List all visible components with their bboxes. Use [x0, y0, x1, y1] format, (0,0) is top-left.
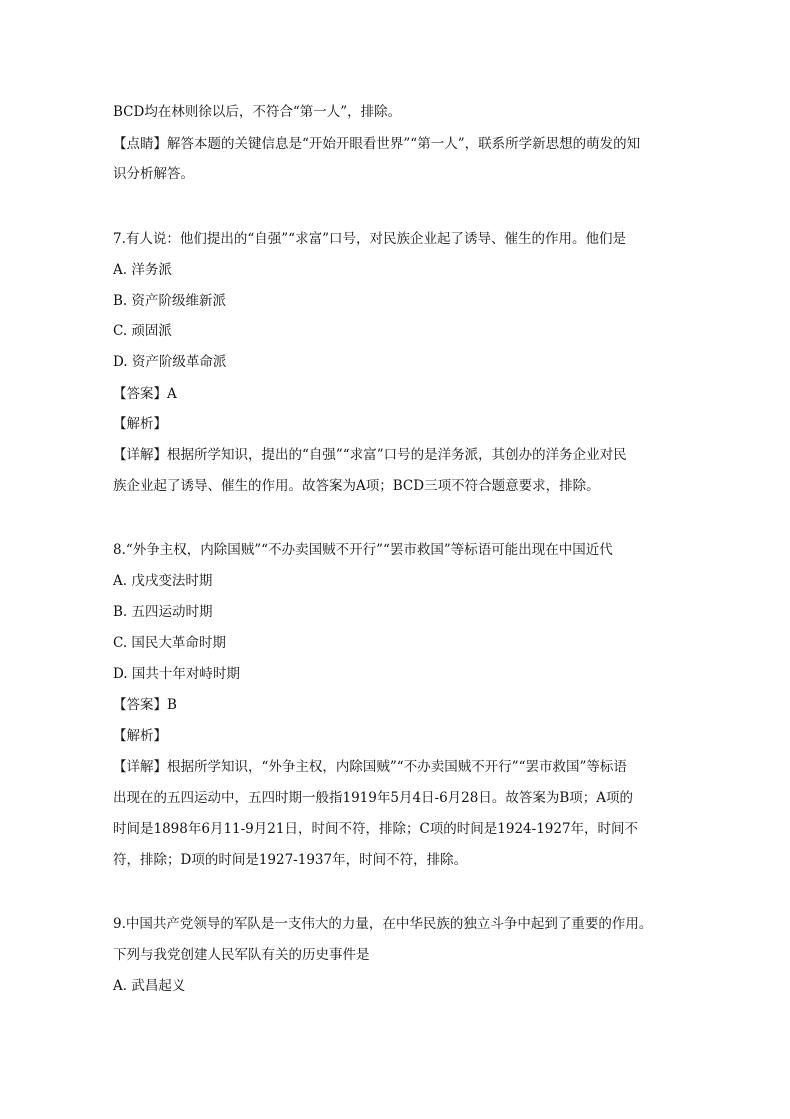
question-8-detail-line-3: 时间是1898年6月11-9月21日，时间不符，排除；C项的时间是1924-1927年，时间不: [113, 821, 639, 837]
question-8-answer: 【答案】B: [113, 697, 177, 713]
question-7-option-a: A. 洋务派: [113, 262, 172, 278]
question-8-analysis-heading: 【解析】: [113, 728, 167, 744]
question-7-option-d: D. 资产阶级革命派: [113, 354, 227, 370]
question-7-analysis-heading: 【解析】: [113, 416, 167, 432]
question-8-detail-line-4: 符，排除；D项的时间是1927-1937年，时间不符，排除。: [113, 852, 468, 868]
question-9-stem-line-2: 下列与我党创建人民军队有关的历史事件是: [113, 947, 370, 963]
dianjing-line-1: 【点睛】解答本题的关键信息是“开始开眼看世界”“第一人”，联系所学新思想的萌发的知: [113, 136, 641, 152]
question-9-option-a: A. 武昌起义: [113, 978, 186, 994]
question-8-detail-line-1: 【详解】根据所学知识，“外争主权，内除国贼”“不办卖国贼不开行”“罢市救国”等标语: [113, 759, 627, 775]
question-7-option-c: C. 顽固派: [113, 323, 172, 339]
question-8-stem: 8.“外争主权，内除国贼”“不办卖国贼不开行”“罢市救国”等标语可能出现在中国近代: [113, 542, 613, 558]
question-7-detail-line-1: 【详解】根据所学知识，提出的“自强”“求富”口号的是洋务派，其创办的洋务企业对民: [113, 447, 627, 463]
question-9-stem-line-1: 9.中国共产党领导的军队是一支伟大的力量，在中华民族的独立斗争中起到了重要的作用。: [113, 916, 653, 932]
question-8-option-a: A. 戊戌变法时期: [113, 573, 213, 589]
question-8-detail-line-2: 出现在的五四运动中，五四时期一般指1919年5月4日-6月28日。故答案为B项；A项的: [113, 790, 634, 806]
question-7-stem: 7.有人说：他们提出的“自强”“求富”口号，对民族企业起了诱导、催生的作用。他们是: [113, 231, 626, 247]
question-8-option-d: D. 国共十年对峙时期: [113, 666, 240, 682]
question-7-answer: 【答案】A: [113, 386, 177, 402]
question-7-option-b: B. 资产阶级维新派: [113, 293, 227, 309]
question-7-detail-line-2: 族企业起了诱导、催生的作用。故答案为A项；BCD三项不符合题意要求，排除。: [113, 478, 600, 494]
question-8-option-c: C. 国民大革命时期: [113, 635, 226, 651]
question-8-option-b: B. 五四运动时期: [113, 604, 213, 620]
dianjing-line-2: 识分析解答。: [113, 166, 194, 182]
text-line-bcd-exclusion: BCD均在林则徐以后，不符合“第一人”，排除。: [113, 104, 402, 120]
